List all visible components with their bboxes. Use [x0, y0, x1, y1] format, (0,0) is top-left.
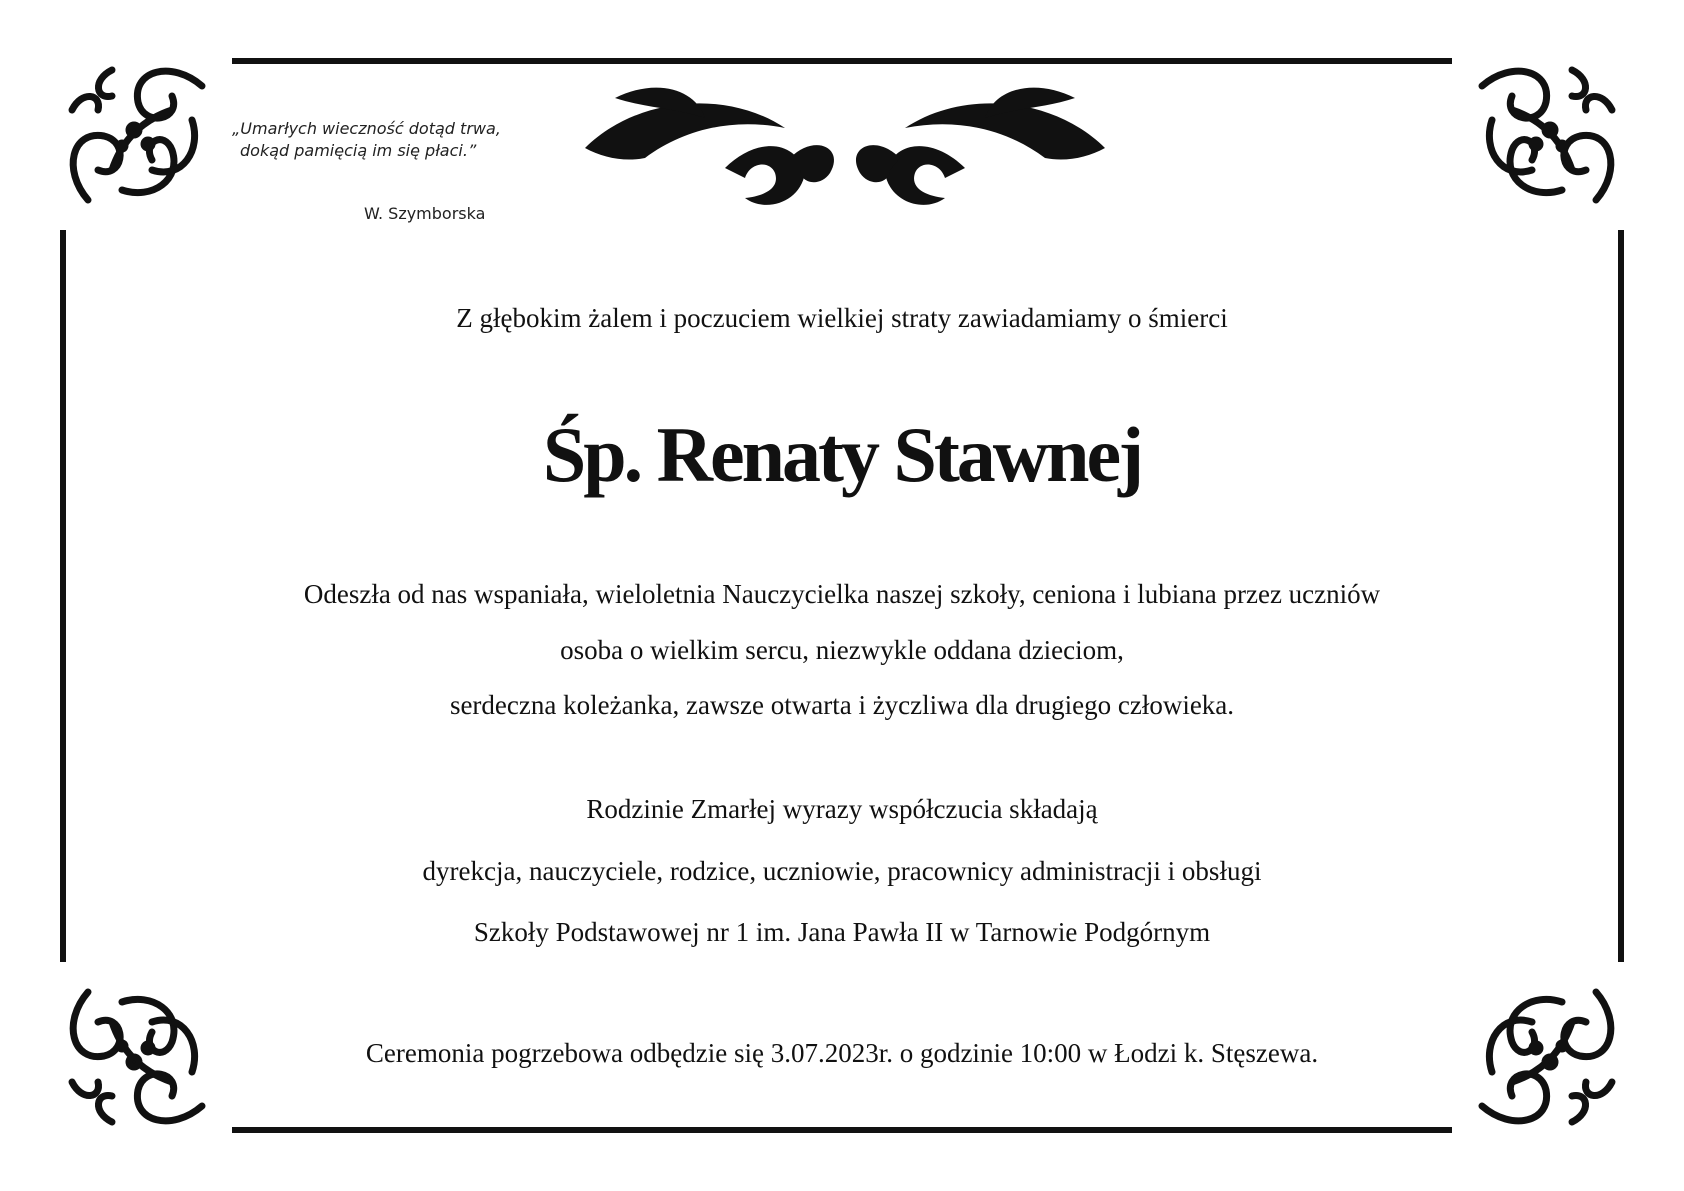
condolences-line: dyrekcja, nauczyciele, rodzice, uczniowie, pracownicy administracji i obsługi [422, 856, 1262, 886]
condolences-line: Rodzinie Zmarłej wyrazy współczucia składają [586, 794, 1098, 824]
description-line: Odeszła od nas wspaniała, wieloletnia Nauczycielka naszej szkoły, ceniona i lubiana przez uczniów [303, 579, 1381, 609]
leaf-ornament [575, 78, 1115, 218]
quote-line-2: dokąd pamięcią im się płaci.” [240, 141, 477, 160]
description-line: osoba o wielkim sercu, niezwykle oddana dzieciom, [560, 635, 1124, 665]
corner-ornament-top-right [1452, 50, 1632, 230]
condolences-line: Szkoły Podstawowej nr 1 im. Jana Pawła II w Tarnowie Podgórnym [473, 917, 1211, 947]
corner-ornament-top-left [52, 50, 232, 230]
quote-author: W. Szymborska [364, 204, 486, 223]
quote-line-1: „Umarłych wieczność dotąd trwa, [232, 119, 501, 138]
deceased-name: Śp. Renaty Stawnej [542, 411, 1142, 498]
quote-block [232, 118, 501, 162]
description-line: serdeczna koleżanka, zawsze otwarta i życzliwa dla drugiego człowieka. [449, 690, 1235, 720]
ceremony-info: Ceremonia pogrzebowa odbędzie się 3.07.2023r. o godzinie 10:00 w Łodzi k. Stęszewa. [365, 1038, 1319, 1068]
intro-text: Z głębokim żalem i poczuciem wielkiej straty zawiadamiamy o śmierci [456, 303, 1228, 333]
